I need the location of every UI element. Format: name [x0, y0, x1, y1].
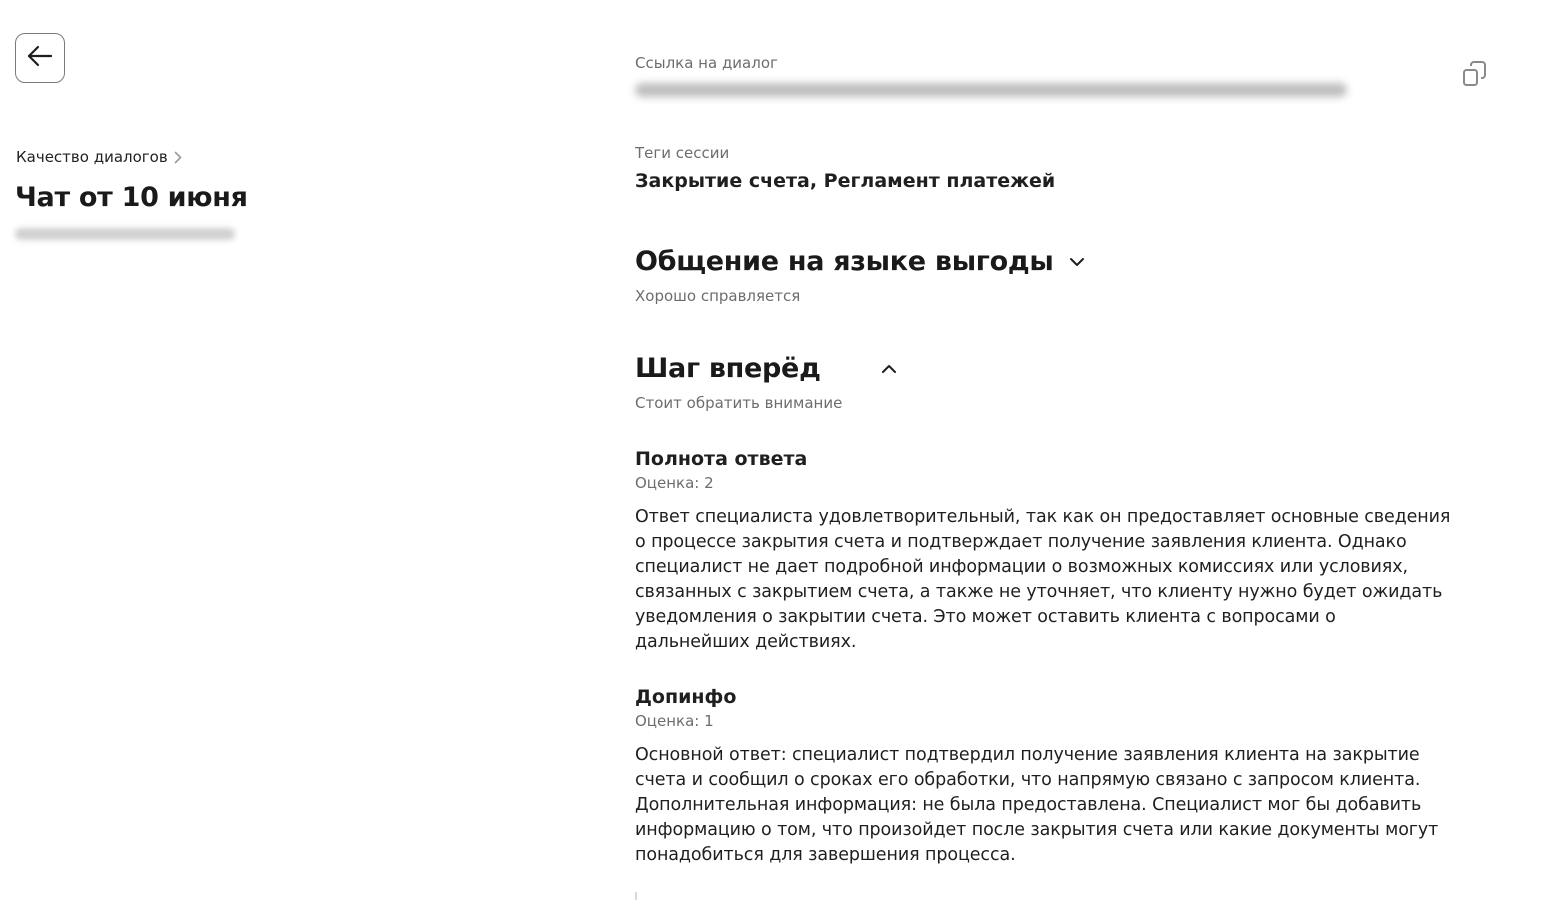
chevron-up-icon[interactable] — [881, 359, 897, 378]
criterion-title: Допинфо — [635, 686, 737, 708]
section-status: Стоит обратить внимание — [635, 394, 843, 412]
page-title: Чат от 10 июня — [15, 182, 248, 213]
breadcrumb-link-dialog-quality[interactable]: Качество диалогов — [16, 148, 168, 166]
criterion-comment: Ответ специалиста удовлетворительный, так как он предоставляет основные сведения о процессе закрытия счета и подтверждает получение заявления клиента. Однако специалист не дает подробной информации о возможных комиссиях или условиях, связанных с закрытием счета, а также не уточняет, что клиенту нужно будет ожидать уведомления о закрытии счета. Это может оставить клиента с вопросами о дальнейших действиях. — [635, 507, 1451, 652]
breadcrumb — [16, 148, 182, 166]
session-tags-label: Теги сессии — [635, 144, 730, 162]
arrow-left-icon — [26, 45, 54, 71]
section-title: Общение на языке выгоды — [635, 246, 1054, 277]
section-header-benefit-language[interactable] — [635, 246, 1085, 277]
session-tags-value: Закрытие счета, Регламент платежей — [635, 170, 1056, 192]
criterion-answer-completeness — [635, 448, 1455, 655]
author-name-redacted — [15, 228, 235, 240]
dialog-link-redacted[interactable] — [635, 83, 1347, 97]
criterion-score: Оценка: 2 — [635, 474, 714, 492]
criterion-title: Полнота ответа — [635, 448, 808, 470]
criterion-comment: Основной ответ: специалист подтвердил получение заявления клиента на закрытие счета и сообщил о сроках его обработки, что напрямую связано с запросом клиента. Дополнительная информация: не была предоставлена. Специалист мог бы добавить информацию о том, что произойдет после закрытия счета или какие документы могут понадобиться для завершения процесса. — [635, 745, 1439, 865]
section-header-step-forward[interactable] — [635, 353, 897, 384]
section-status: Хорошо справляется — [635, 287, 801, 305]
chevron-right-icon — [174, 151, 182, 164]
section-title: Шаг вперёд — [635, 353, 821, 384]
dialog-link-label: Ссылка на диалог — [635, 54, 778, 72]
criterion-score: Оценка: 1 — [635, 712, 714, 730]
chevron-down-icon[interactable] — [1069, 252, 1085, 271]
next-item-edge — [635, 892, 637, 900]
copy-link-button[interactable] — [1460, 60, 1490, 92]
criterion-additional-info — [635, 686, 1455, 868]
copy-icon — [1462, 60, 1488, 92]
back-button[interactable] — [15, 33, 65, 83]
